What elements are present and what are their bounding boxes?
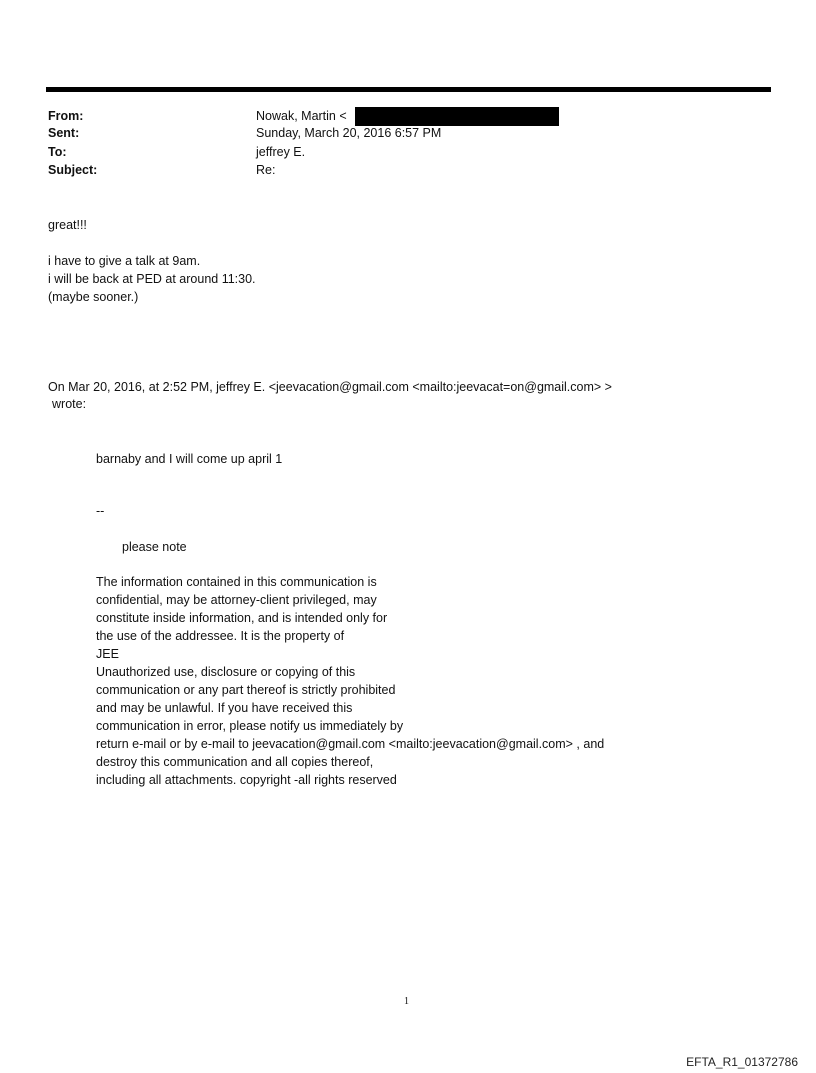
subject-value: Re:: [256, 163, 276, 177]
disclaimer-line: destroy this communication and all copies thereof,: [96, 755, 374, 769]
from-label: From:: [48, 109, 84, 123]
disclaimer-line: The information contained in this communication is: [96, 575, 377, 589]
please-note: please note: [122, 540, 187, 554]
quote-intro-wrote: wrote:: [52, 397, 87, 411]
to-value: jeffrey E.: [256, 145, 306, 159]
page-number: 1: [404, 996, 409, 1007]
signature-separator: --: [96, 504, 105, 518]
from-value: Nowak, Martin <: [256, 109, 347, 123]
document-id: EFTA_R1_01372786: [686, 1055, 798, 1069]
redaction-block: [355, 107, 559, 126]
quoted-message: barnaby and I will come up april 1: [96, 452, 283, 466]
body-line: (maybe sooner.): [48, 290, 139, 304]
sent-label: Sent:: [48, 126, 80, 140]
disclaimer-line: constitute inside information, and is intended only for: [96, 611, 388, 625]
sent-value: Sunday, March 20, 2016 6:57 PM: [256, 126, 442, 140]
to-label: To:: [48, 145, 67, 159]
disclaimer-line: communication or any part thereof is strictly prohibited: [96, 683, 396, 697]
disclaimer-line: confidential, may be attorney-client privileged, may: [96, 593, 377, 607]
disclaimer-line: JEE: [96, 647, 119, 661]
body-greeting: great!!!: [48, 218, 87, 232]
body-line: i have to give a talk at 9am.: [48, 254, 201, 268]
quote-intro: On Mar 20, 2016, at 2:52 PM, jeffrey E. <jeevacation@gmail.com <mailto:jeevacat=on@gmail.com> >: [48, 380, 612, 394]
disclaimer-line: Unauthorized use, disclosure or copying of this: [96, 665, 356, 679]
header-divider: [46, 87, 771, 92]
disclaimer-line: the use of the addressee. It is the property of: [96, 629, 345, 643]
disclaimer-line: including all attachments. copyright -all rights reserved: [96, 773, 397, 787]
body-line: i will be back at PED at around 11:30.: [48, 272, 256, 286]
disclaimer-line: communication in error, please notify us immediately by: [96, 719, 404, 733]
disclaimer-line: return e-mail or by e-mail to jeevacation@gmail.com <mailto:jeevacation@gmail.com> , and: [96, 737, 605, 751]
subject-label: Subject:: [48, 163, 98, 177]
disclaimer-line: and may be unlawful. If you have received this: [96, 701, 353, 715]
